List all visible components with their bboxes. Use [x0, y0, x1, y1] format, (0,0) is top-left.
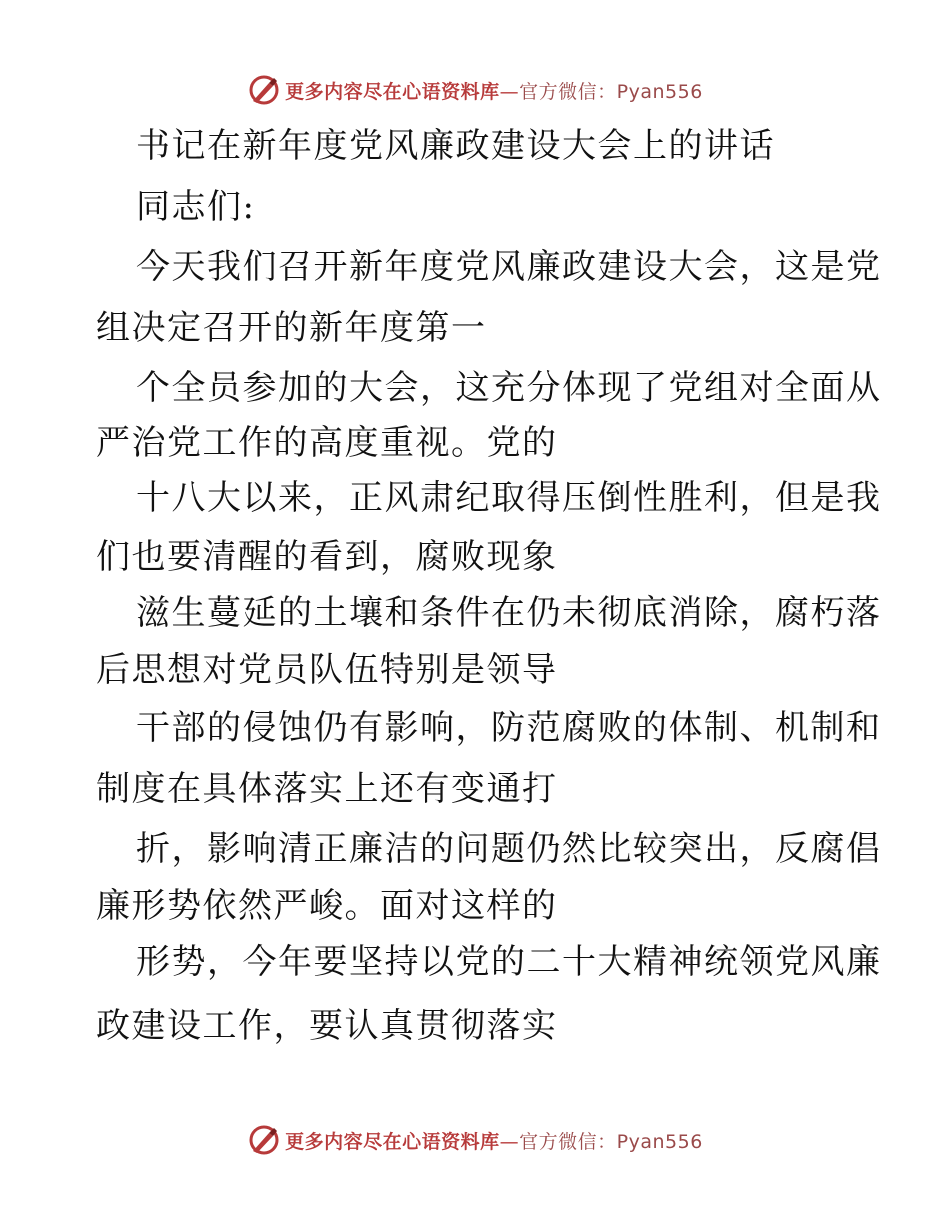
paragraph-line: 制度在具体落实上还有变通打 — [96, 769, 558, 809]
footer-banner — [0, 1120, 950, 1160]
paragraph-line: 滋生蔓延的土壤和条件在仍未彻底消除，腐朽落 — [136, 593, 882, 633]
paragraph-line: 十八大以来，正风肃纪取得压倒性胜利，但是我 — [136, 478, 882, 518]
salutation: 同志们: — [136, 187, 256, 227]
banner-wechat-text: 官方微信：Pyan556 — [519, 80, 703, 103]
banner-main-text: 更多内容尽在心语资料库 — [285, 80, 500, 103]
banner-dash: — — [499, 1130, 520, 1153]
pen-logo-icon — [247, 73, 281, 107]
paragraph-line: 严治党工作的高度重视。党的 — [96, 423, 558, 463]
banner-text — [285, 1127, 703, 1154]
paragraph-line: 后思想对党员队伍特别是领导 — [96, 650, 558, 690]
paragraph-line: 折，影响清正廉洁的问题仍然比较突出，反腐倡 — [136, 829, 882, 869]
paragraph-line: 干部的侵蚀仍有影响，防范腐败的体制、机制和 — [136, 708, 882, 748]
paragraph-line: 形势，今年要坚持以党的二十大精神统领党风廉 — [136, 942, 882, 982]
banner-wechat-text: 官方微信：Pyan556 — [519, 1130, 703, 1153]
paragraph-line: 政建设工作，要认真贯彻落实 — [96, 1006, 558, 1046]
paragraph-line: 们也要清醒的看到，腐败现象 — [96, 537, 558, 577]
document-title: 书记在新年度党风廉政建设大会上的讲话 — [136, 126, 775, 166]
paragraph-line: 今天我们召开新年度党风廉政建设大会，这是党 — [136, 247, 882, 287]
paragraph-line: 个全员参加的大会，这充分体现了党组对全面从 — [136, 368, 882, 408]
paragraph-line: 组决定召开的新年度第一 — [96, 308, 487, 348]
paragraph-line: 廉形势依然严峻。面对这样的 — [96, 886, 558, 926]
banner-text — [285, 77, 703, 104]
header-banner — [0, 70, 950, 110]
banner-main-text: 更多内容尽在心语资料库 — [285, 1130, 500, 1153]
banner-dash: — — [499, 80, 520, 103]
pen-logo-icon — [247, 1123, 281, 1157]
